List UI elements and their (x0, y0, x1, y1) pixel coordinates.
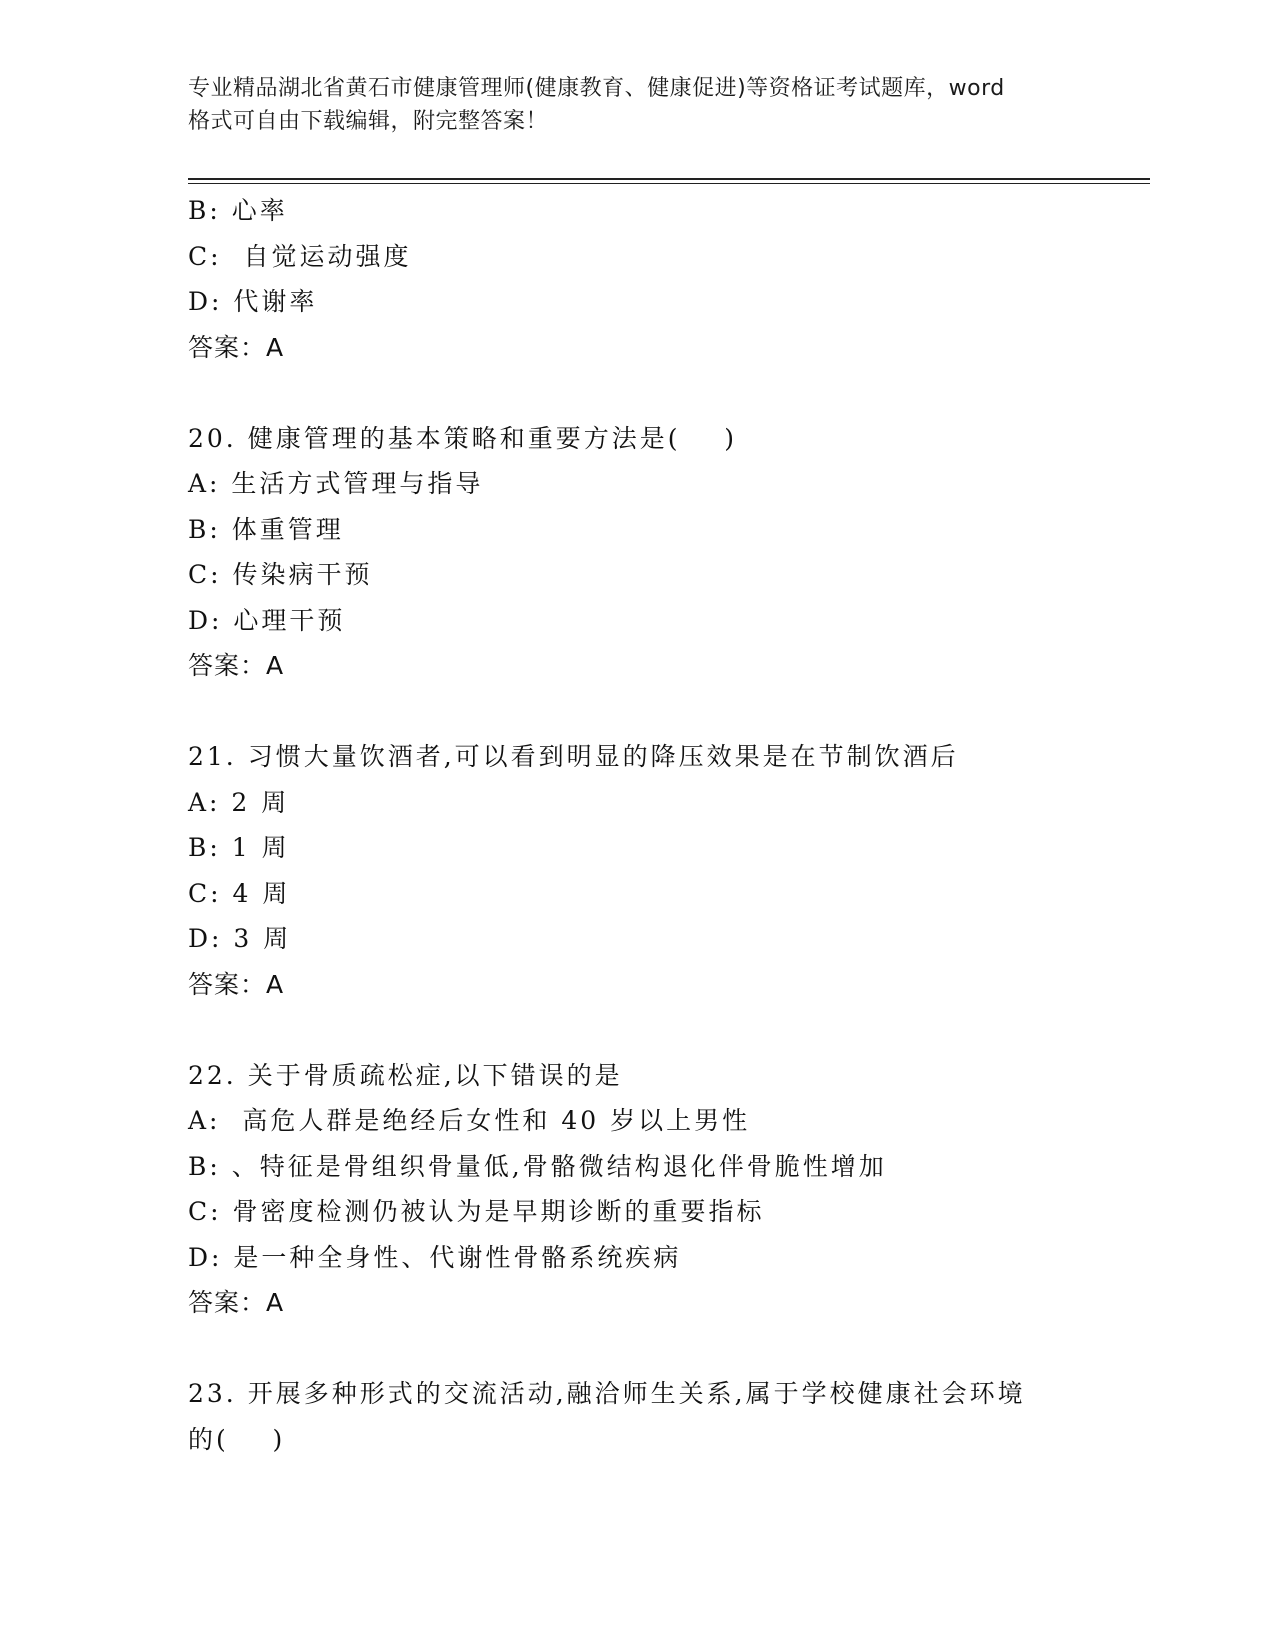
answer: 答案：A (188, 332, 285, 362)
document-header (188, 72, 1088, 138)
option-c: C: 4 周 (188, 878, 291, 908)
answer: 答案：A (188, 651, 285, 680)
question-21 (188, 734, 1148, 1007)
option-b: B: 1 周 (188, 833, 290, 862)
question-19-tail (188, 188, 1148, 370)
header-rule-thin (188, 183, 1150, 184)
option-d: D: 是一种全身性、代谢性骨骼系统疾病 (188, 1242, 682, 1272)
option-c: C: 传染病干预 (188, 560, 373, 589)
question-23 (188, 1371, 1148, 1462)
option-b: B: 体重管理 (188, 514, 344, 544)
option-a: A: 高危人群是绝经后女性和 40 岁以上男性 (188, 1106, 751, 1135)
question-stem: 20. 健康管理的基本策略和重要方法是( ) (188, 423, 738, 453)
question-stem: 21. 习惯大量饮酒者,可以看到明显的降压效果是在节制饮酒后 (188, 742, 959, 771)
question-20 (188, 416, 1148, 689)
answer: 答案：A (188, 1288, 285, 1317)
question-22 (188, 1053, 1148, 1326)
option-d: D: 3 周 (188, 924, 292, 953)
question-stem-line-1: 23. 开展多种形式的交流活动,融洽师生关系,属于学校健康社会环境 (188, 1379, 1026, 1408)
header-line-1: 专业精品湖北省黄石市健康管理师(健康教育、健康促进)等资格证考试题库，word (188, 76, 1005, 101)
header-rule-thick (188, 178, 1150, 180)
header-line-2: 格式可自由下载编辑，附完整答案！ (188, 109, 549, 134)
option-a: A: 生活方式管理与指导 (188, 469, 484, 498)
question-list (188, 188, 1148, 1462)
option-c: C: 自觉运动强度 (188, 241, 412, 271)
option-a: A: 2 周 (188, 787, 290, 817)
question-stem-line-2: 的( ) (188, 1424, 286, 1454)
question-stem: 22. 关于骨质疏松症,以下错误的是 (188, 1060, 623, 1090)
option-b: B: 心率 (188, 196, 288, 225)
option-c: C: 骨密度检测仍被认为是早期诊断的重要指标 (188, 1197, 765, 1226)
option-d: D: 代谢率 (188, 287, 318, 316)
option-d: D: 心理干预 (188, 605, 346, 635)
answer: 答案：A (188, 969, 285, 999)
option-b: B: 、特征是骨组织骨量低,骨骼微结构退化伴骨脆性增加 (188, 1151, 887, 1181)
